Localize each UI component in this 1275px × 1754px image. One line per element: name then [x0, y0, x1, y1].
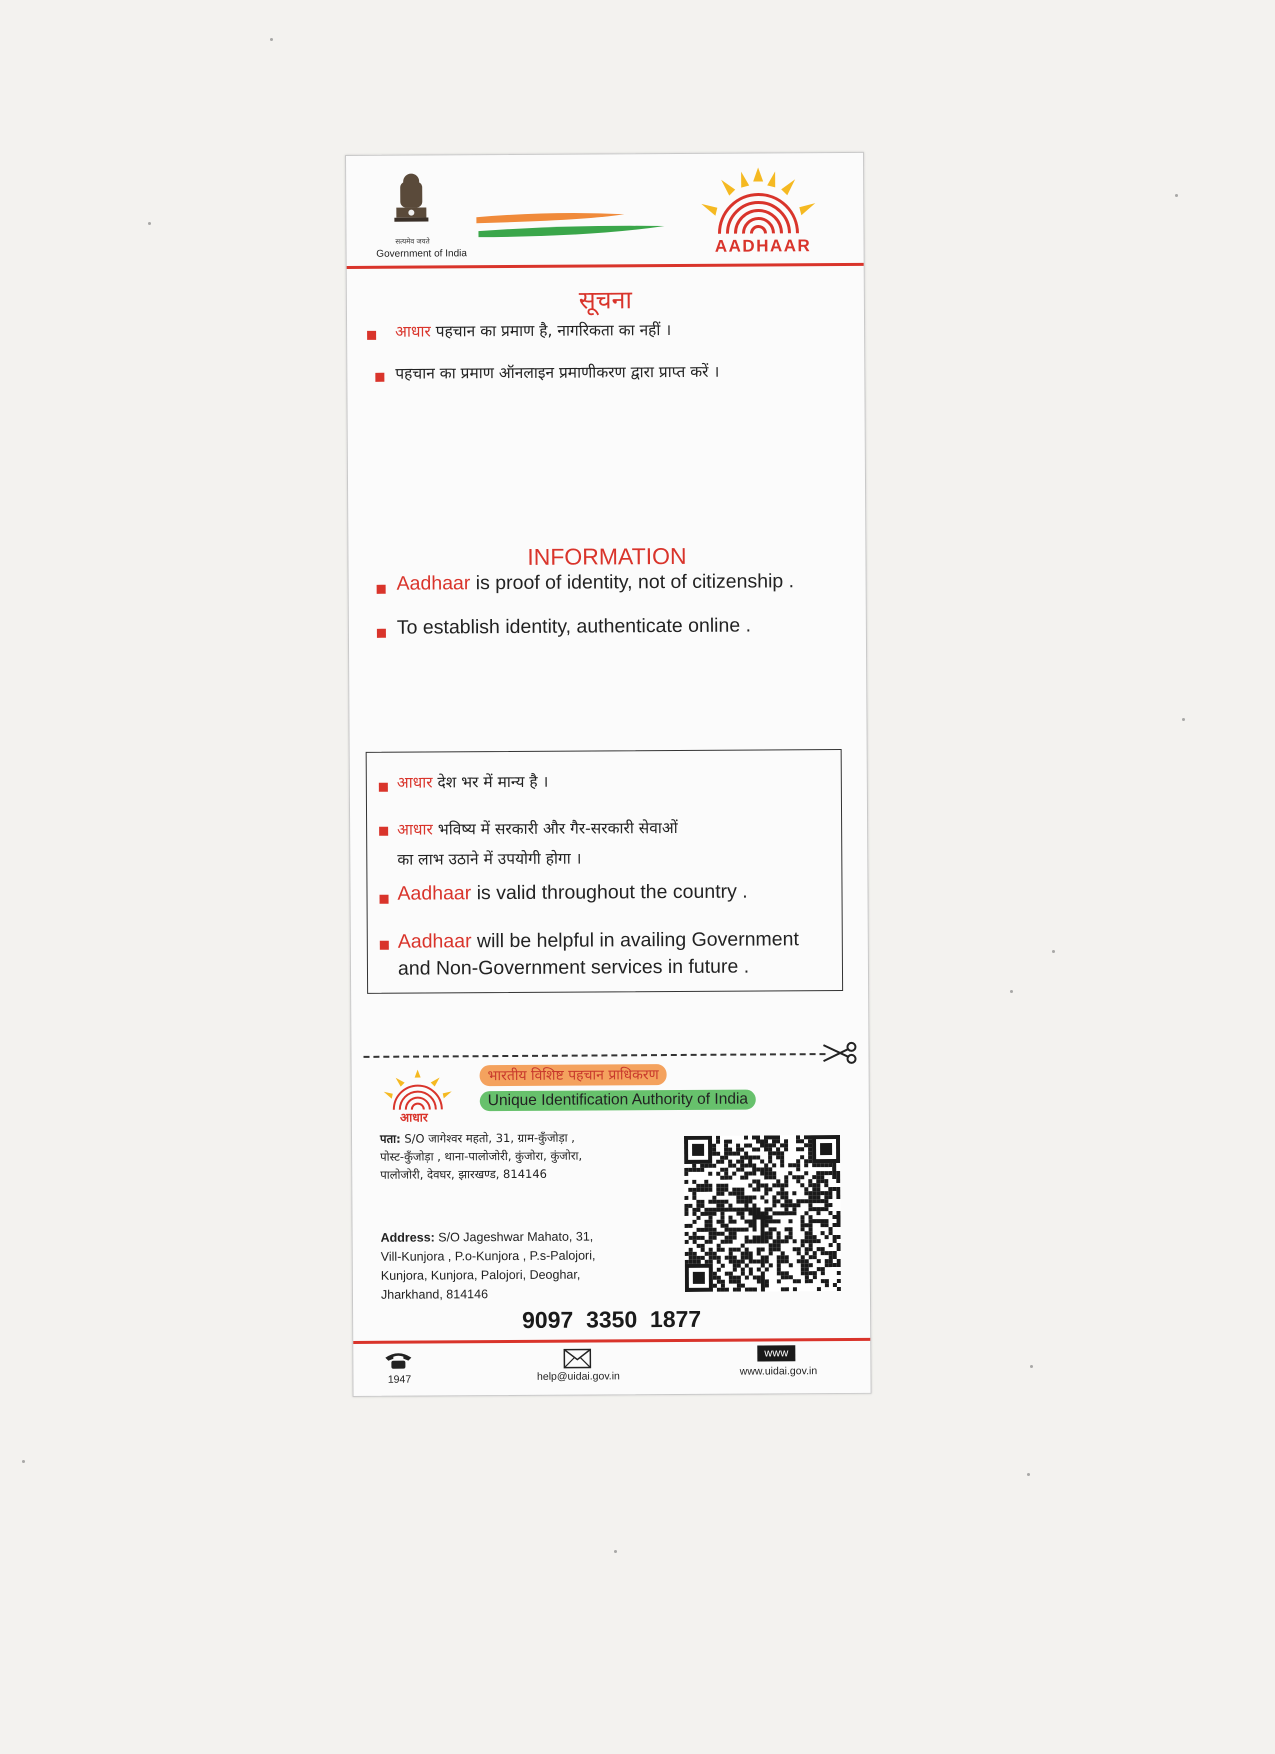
national-emblem-icon [386, 171, 436, 241]
phone-number: 1947 [387, 1373, 412, 1386]
bullet-icon [379, 783, 388, 792]
footer-divider [353, 1338, 870, 1344]
hindi-notice-item: पहचान का प्रमाण ऑनलाइन प्रमाणीकरण द्वारा प्राप्त करें । [395, 362, 720, 383]
validity-notice-box [366, 749, 843, 994]
qr-code-icon [684, 1135, 841, 1292]
website-link[interactable]: www.uidai.gov.in [739, 1365, 818, 1378]
aadhaar-small-logo-label: आधार [399, 1110, 428, 1125]
aadhaar-number: 9097 3350 1877 [522, 1305, 702, 1333]
bullet-icon [379, 827, 388, 836]
bullet-icon [380, 941, 389, 950]
phone-icon [383, 1351, 413, 1371]
authority-english-name: Unique Identification Authority of India [480, 1090, 756, 1112]
hindi-notice-item: आधार पहचान का प्रमाण है, नागरिकता का नहीं । [395, 321, 672, 341]
hindi-address-block: पता: S/O जागेश्वर महतो, 31, ग्राम-कुँजोड़ा , पोस्ट-कुँजोड़ा , थाना-पालोजोरी, कुंजोरा, कुंजोरा, पालोजोरी, देवघर, झारखण्ड, 814146 [379, 1130, 583, 1182]
validity-item: Aadhaar will be helpful in availing Government and Non-Government services in future . [397, 928, 799, 980]
english-address-block: Address: S/O Jageshwar Mahato, 31, Vill-Kunjora , P.o-Kunjora , P.s-Palojori, Kunjora, Kunjora, Palojori, Deoghar, Jharkhand, 814146 [380, 1229, 596, 1302]
information-item: Aadhaar is proof of identity, not of citizenship . [396, 570, 795, 595]
header-divider [347, 263, 864, 269]
bullet-icon [375, 373, 384, 382]
aadhaar-letter-card [345, 152, 872, 1397]
www-badge: www [757, 1345, 795, 1361]
scissors-icon [821, 1041, 861, 1065]
aadhaar-brand-label: AADHAAR [714, 236, 812, 256]
authority-hindi-name: भारतीय विशिष्ट पहचान प्राधिकरण [480, 1064, 667, 1086]
cut-line [364, 1053, 826, 1058]
hindi-notice-title: सूचना [578, 285, 633, 315]
information-item: To establish identity, authenticate online . [396, 614, 752, 639]
email-icon [563, 1349, 591, 1369]
bullet-icon [380, 895, 389, 904]
government-of-india-label: Government of India [376, 248, 467, 260]
information-title: INFORMATION [527, 542, 687, 570]
validity-item: आधार भविष्य में सरकारी और गैर-सरकारी सेवाओं का लाभ उठाने में उपयोगी होगा । [397, 818, 678, 869]
tricolor-swoosh-icon [474, 210, 674, 243]
validity-item: आधार देश भर में मान्य है । [396, 772, 549, 792]
validity-item: Aadhaar is valid throughout the country . [397, 880, 748, 905]
emblem-motto: सत्यमेव जयते [395, 237, 430, 246]
bullet-icon [377, 629, 386, 638]
bullet-icon [367, 331, 376, 340]
support-email[interactable]: help@uidai.gov.in [536, 1370, 620, 1383]
bullet-icon [377, 585, 386, 594]
